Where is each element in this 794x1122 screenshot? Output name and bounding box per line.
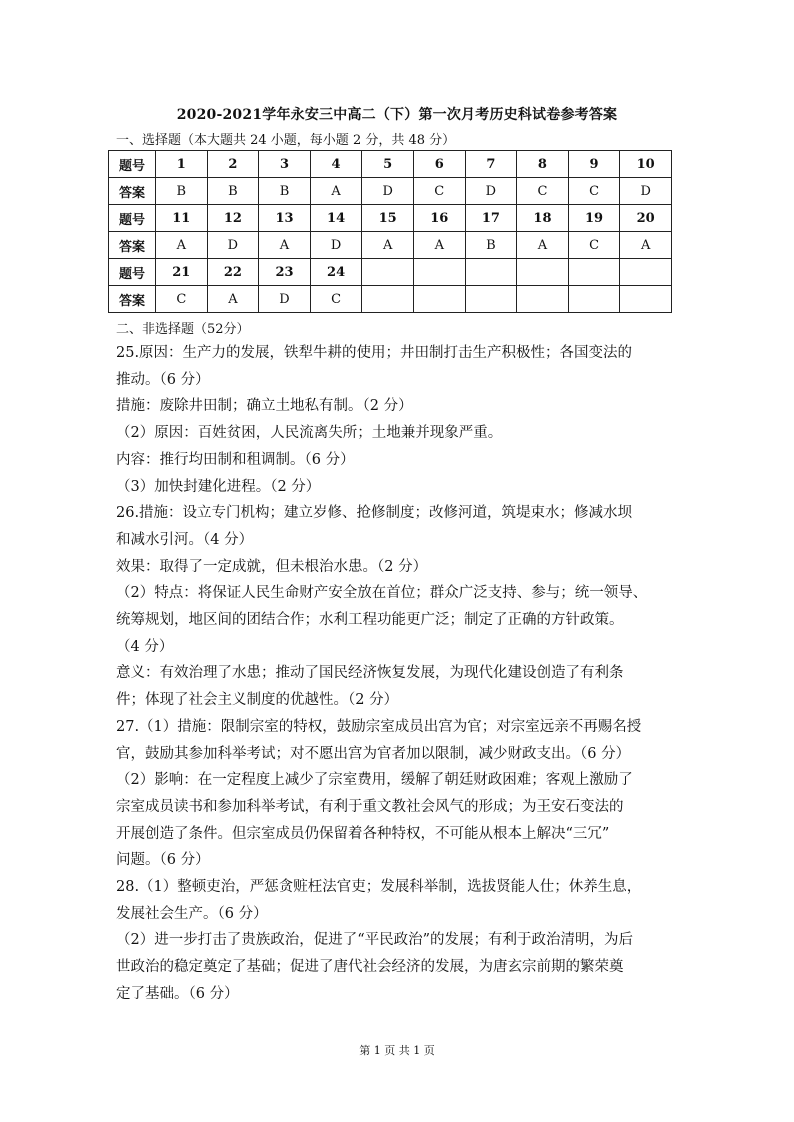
answer-line: 推动。（6 分） <box>116 371 210 388</box>
question-number <box>362 259 414 286</box>
answer-label: 答案 <box>109 286 156 313</box>
answer-cell <box>568 286 620 313</box>
answer-line: （3）加快封建化进程。（2 分） <box>116 478 321 495</box>
answer-cell: C <box>413 178 465 205</box>
question-number: 16 <box>413 205 465 232</box>
answer-cell: C <box>568 232 620 259</box>
answer-cell: A <box>207 286 259 313</box>
answer-cell: D <box>362 178 414 205</box>
answer-cell: D <box>620 178 672 205</box>
answer-line: 官，鼓励其参加科举考试；对不愿出宫为官者加以限制，减少财政支出。（6 分） <box>116 745 631 762</box>
answer-cell <box>413 286 465 313</box>
answer-line: （2）进一步打击了贵族政治，促进了“平民政治”的发展；有利于政治清明，为后 <box>116 932 634 949</box>
answer-cell: A <box>156 232 208 259</box>
question-number: 5 <box>362 151 414 178</box>
section-2-heading: 二、非选择题（52分） <box>116 322 250 337</box>
answer-cell <box>517 286 569 313</box>
answer-body <box>116 340 676 1008</box>
question-number-label: 题号 <box>109 259 156 286</box>
table-row-answers <box>109 232 672 259</box>
question-number: 14 <box>310 205 362 232</box>
answer-line: 件；体现了社会主义制度的优越性。（2 分） <box>116 692 399 709</box>
answer-line: 发展社会生产。（6 分） <box>116 905 268 922</box>
table-row-question-numbers <box>109 151 672 178</box>
answer-line: （2）影响：在一定程度上减少了宗室费用，缓解了朝廷财政困难；客观上激励了 <box>116 772 633 789</box>
answer-cell: A <box>620 232 672 259</box>
question-number: 3 <box>259 151 311 178</box>
answer-line: （2）特点：将保证人民生命财产安全放在首位；群众广泛支持、参与；统一领导、 <box>116 585 648 602</box>
question-number <box>568 259 620 286</box>
page-footer: 第 1 页 共 1 页 <box>359 1044 435 1057</box>
question-number: 7 <box>465 151 517 178</box>
question-number <box>465 259 517 286</box>
table-row-question-numbers <box>109 259 672 286</box>
answer-line: 25.原因：生产力的发展，铁犁牛耕的使用；井田制打击生产积极性；各国变法的 <box>116 345 633 361</box>
answer-cell: D <box>465 178 517 205</box>
question-number: 22 <box>207 259 259 286</box>
question-number: 9 <box>568 151 620 178</box>
answer-cell: B <box>465 232 517 259</box>
question-number: 18 <box>517 205 569 232</box>
question-number-label: 题号 <box>109 205 156 232</box>
answer-cell: A <box>362 232 414 259</box>
question-number: 24 <box>310 259 362 286</box>
answer-line: （4 分） <box>116 638 174 655</box>
question-number <box>620 259 672 286</box>
answer-cell: C <box>310 286 362 313</box>
answer-line: 意义：有效治理了水患；推动了国民经济恢复发展，为现代化建设创造了有利条 <box>116 665 624 682</box>
answer-line: 世政治的稳定奠定了基础；促进了唐代社会经济的发展，为唐玄宗前期的繁荣奠 <box>116 959 624 976</box>
answer-table <box>108 150 672 313</box>
answer-line: 定了基础。（6 分） <box>116 985 239 1002</box>
answer-label: 答案 <box>109 178 156 205</box>
answer-cell <box>465 286 517 313</box>
question-number: 20 <box>620 205 672 232</box>
answer-line: 27.（1）措施：限制宗室的特权，鼓励宗室成员出宫为官；对宗室远亲不再赐名授 <box>116 718 642 735</box>
answer-label: 答案 <box>109 232 156 259</box>
answer-line: 宗室成员读书和参加科举考试，有利于重文教社会风气的形成；为王安石变法的 <box>116 798 624 815</box>
answer-cell: B <box>156 178 208 205</box>
table-row-question-numbers <box>109 205 672 232</box>
section-1-heading: 一、选择题（本大题共 24 小题，每小题 2 分，共 48 分） <box>116 133 456 148</box>
answer-line: 和减水引河。（4 分） <box>116 531 254 548</box>
answer-cell: A <box>517 232 569 259</box>
question-number: 19 <box>568 205 620 232</box>
question-number <box>517 259 569 286</box>
answer-line: 开展创造了条件。但宗室成员仍保留着各种特权，不可能从根本上解决“三冗” <box>116 825 610 842</box>
question-number <box>413 259 465 286</box>
answer-cell: A <box>413 232 465 259</box>
answer-line: 统筹规划，地区间的团结合作；水利工程功能更广泛；制定了正确的方针政策。 <box>116 612 624 629</box>
question-number: 13 <box>259 205 311 232</box>
answer-line: 内容：推行均田制和租调制。（6 分） <box>116 451 355 468</box>
question-number: 21 <box>156 259 208 286</box>
question-number-label: 题号 <box>109 151 156 178</box>
answer-line: 措施：废除井田制；确立土地私有制。（2 分） <box>116 398 413 415</box>
answer-cell: B <box>207 178 259 205</box>
answer-line: 效果：取得了一定成就，但未根治水患。（2 分） <box>116 558 428 575</box>
answer-cell <box>620 286 672 313</box>
answer-cell: D <box>310 232 362 259</box>
question-number: 17 <box>465 205 517 232</box>
question-number: 2 <box>207 151 259 178</box>
answer-cell: A <box>310 178 362 205</box>
answer-cell: A <box>259 232 311 259</box>
question-number: 12 <box>207 205 259 232</box>
table-row-answers <box>109 178 672 205</box>
question-number: 15 <box>362 205 414 232</box>
document-title: 2020-2021学年永安三中高二（下）第一次月考历史科试卷参考答案 <box>176 107 618 123</box>
answer-cell: B <box>259 178 311 205</box>
answer-cell: C <box>568 178 620 205</box>
answer-cell: C <box>156 286 208 313</box>
question-number: 23 <box>259 259 311 286</box>
question-number: 10 <box>620 151 672 178</box>
answer-cell: C <box>517 178 569 205</box>
table-row-answers <box>109 286 672 313</box>
answer-cell: D <box>207 232 259 259</box>
question-number: 1 <box>156 151 208 178</box>
answer-line: 问题。（6 分） <box>116 852 210 869</box>
answer-line: 26.措施：设立专门机构；建立岁修、抢修制度；改修河道，筑堤束水；修减水坝 <box>116 505 633 522</box>
question-number: 11 <box>156 205 208 232</box>
question-number: 6 <box>413 151 465 178</box>
answer-cell: D <box>259 286 311 313</box>
question-number: 8 <box>517 151 569 178</box>
answer-line: 28.（1）整顿吏治，严惩贪赃枉法官吏；发展科举制，选拔贤能人仕；休养生息， <box>116 879 642 896</box>
question-number: 4 <box>310 151 362 178</box>
answer-cell <box>362 286 414 313</box>
answer-line: （2）原因：百姓贫困，人民流离失所；土地兼并现象严重。 <box>116 425 503 442</box>
